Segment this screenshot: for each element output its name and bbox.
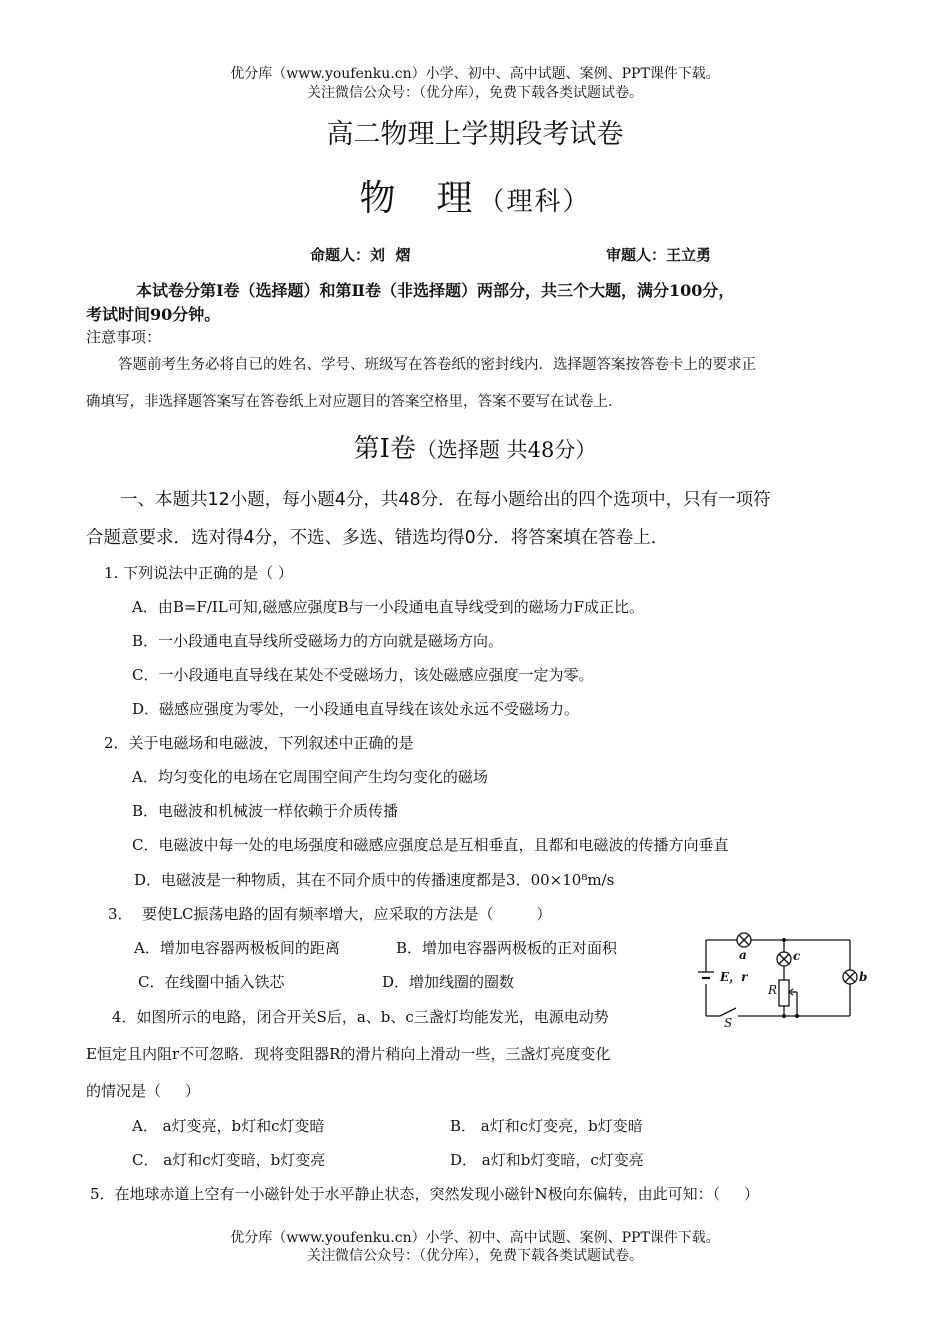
q1-option-b: B．一小段通电直导线所受磁场力的方向就是磁场方向。	[132, 632, 504, 650]
q4-line-2: E恒定且内阻r不可忽略．现将变阻器R的滑片稍向上滑动一些，三盏灯亮度变化	[86, 1045, 611, 1063]
label-a: a	[739, 948, 747, 962]
q1-option-c: C．一小段通电直导线在某处不受磁场力，该处磁感应强度一定为零。	[132, 666, 594, 684]
switch-blade	[720, 1008, 736, 1016]
section1-instr-1: 一、本题共12小题，每小题4分，共48分．在每小题给出的四个选项中，只有一项符	[120, 490, 771, 510]
section1-sub: （选择题 共48分）	[415, 438, 597, 462]
circuit-diagram	[692, 928, 872, 1028]
q4-option-c: C． a灯和c灯变暗，b灯变亮	[132, 1151, 326, 1169]
q5-stem: 5．在地球赤道上空有一小磁针处于水平静止状态，突然发现小磁针N极向东偏转，由此可知：（ ）	[90, 1185, 760, 1203]
q4-option-b: B． a灯和c灯变亮，b灯变暗	[450, 1117, 643, 1135]
notice-line-1: 答题前考生务必将自已的姓名、学号、班级写在答卷纸的密封线内．选择题答案按答卷卡上的要求正	[118, 357, 756, 373]
q1-option-a: A．由B=F/IL可知,磁感应强度B与一小段通电直导线受到的磁场力F成正比。	[132, 598, 644, 616]
q3-option-b: B．增加电容器两极板的正对面积	[396, 939, 618, 957]
junction-bottom	[782, 1014, 786, 1018]
reviewer: 审题人：王立勇	[606, 246, 712, 264]
footer-line-1: 优分库（www.youfenku.cn）小学、初中、高中试题、案例、PPT课件下载。	[230, 1230, 720, 1246]
q3-option-d: D．增加线圈的圈数	[382, 973, 515, 991]
section1-main: 第Ⅰ卷	[353, 434, 416, 464]
q4-line-1: 4．如图所示的电路，闭合开关S后，a、b、c三盏灯均能发光，电源电动势	[112, 1008, 609, 1026]
q1-option-d: D．磁感应强度为零处，一小段通电直导线在该处永远不受磁场力。	[132, 700, 580, 718]
q2-option-a: A．均匀变化的电场在它周围空间产生均匀变化的磁场	[132, 768, 488, 786]
rheostat-R	[779, 980, 789, 1006]
q2-option-c: C．电磁波中每一处的电场强度和磁感应强度总是互相垂直，且都和电磁波的传播方向垂直	[132, 836, 729, 854]
q3-stem: 3． 要使LC振荡电路的固有频率增大，应采取的方法是（ ）	[108, 905, 552, 923]
subject-main: 物 理	[359, 178, 479, 219]
q1-stem: 1. 下列说法中正确的是（ ）	[104, 564, 293, 582]
exam-title: 高二物理上学期段考试卷	[326, 119, 624, 150]
header-line-1: 优分库（www.youfenku.cn）小学、初中、高中试题、案例、PPT课件下载。	[230, 66, 720, 82]
subject-sub: （理科）	[478, 187, 591, 217]
footer-line-2: 关注微信公众号：（优分库），免费下载各类试题试卷。	[307, 1248, 643, 1264]
label-c: c	[793, 949, 801, 963]
label-er: E，r	[720, 970, 748, 984]
subject-title	[0, 170, 950, 221]
header-line-2: 关注微信公众号：（优分库），免费下载各类试题试卷。	[307, 85, 643, 101]
junction-top	[782, 938, 786, 942]
q2-option-d: D．电磁波是一种物质，其在不同介质中的传播速度都是3．00×10⁸m/s	[134, 871, 615, 889]
q3-option-a: A．增加电容器两极板间的距离	[134, 939, 340, 957]
section1-title	[0, 428, 950, 465]
setter: 命题人：刘 熠	[310, 246, 411, 264]
label-b: b	[859, 970, 868, 984]
q4-line-3: 的情况是（ ）	[86, 1082, 200, 1100]
q2-stem: 2．关于电磁场和电磁波，下列叙述中正确的是	[104, 734, 414, 752]
q3-option-c: C．在线圈中插入铁芯	[138, 973, 285, 991]
label-S: S	[724, 1016, 733, 1028]
junction-slider	[795, 1014, 799, 1018]
notice-line-2: 确填写，非选择题答案写在答卷纸上对应题目的答案空格里，答案不要写在试卷上．	[86, 394, 623, 410]
notice-label: 注意事项：	[86, 328, 162, 346]
q4-option-a: A． a灯变亮，b灯和c灯变暗	[132, 1117, 325, 1135]
q2-option-b: B．电磁波和机械波一样依赖于介质传播	[132, 802, 399, 820]
label-R: R	[768, 983, 778, 997]
intro-line-1: 本试卷分第Ⅰ卷（选择题）和第Ⅱ卷（非选择题）两部分，共三个大题，满分100分，	[136, 281, 735, 300]
q4-option-d: D． a灯和b灯变暗，c灯变亮	[450, 1151, 644, 1169]
section1-instr-2: 合题意要求．选对得4分，不选、多选、错选均得0分．将答案填在答卷上．	[86, 528, 669, 548]
intro-line-2: 考试时间90分钟。	[86, 305, 221, 324]
